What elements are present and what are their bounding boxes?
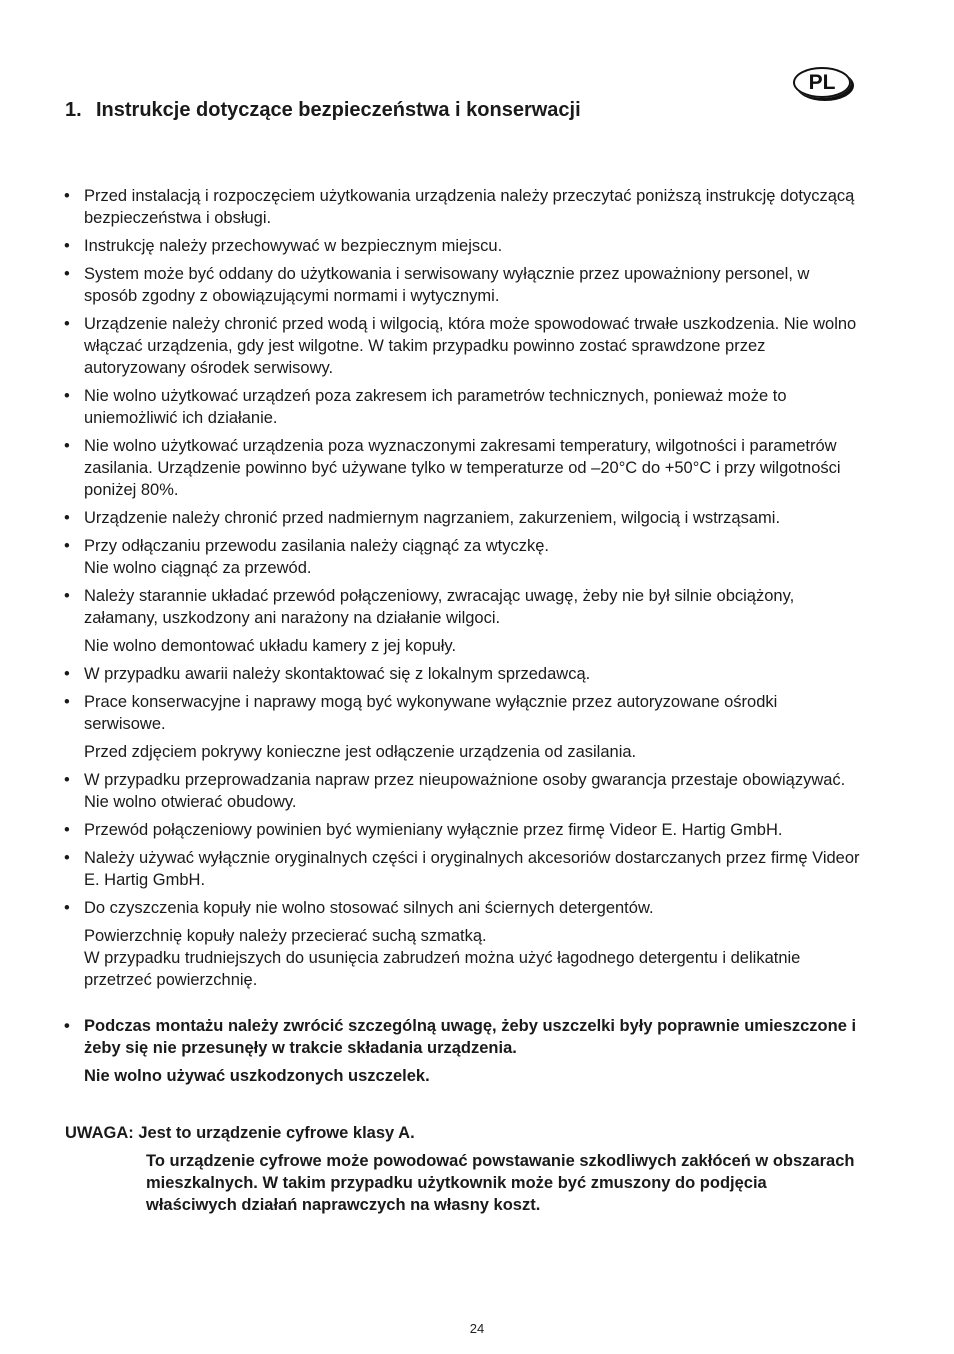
- section-number: 1.: [65, 99, 82, 121]
- list-item: [62, 235, 862, 257]
- bullet-icon: •: [64, 1017, 70, 1035]
- list-item-second-line: Nie wolno ciągnąć za przewód.: [84, 559, 312, 577]
- bullet-icon: •: [64, 821, 70, 839]
- list-item: [62, 897, 862, 991]
- list-item-text: Do czyszczenia kopuły nie wolno stosować silnych ani ściernych detergentów.: [84, 899, 654, 917]
- list-item-text: Przy odłączaniu przewodu zasilania należy ciągnąć za wtyczkę.: [84, 537, 549, 555]
- list-item-text: Instrukcję należy przechowywać w bezpiecznym miejscu.: [84, 237, 503, 255]
- list-item-text: Nie wolno użytkować urządzeń poza zakresem ich parametrów technicznych, ponieważ może to uniemożliwić ich działanie.: [84, 387, 787, 427]
- list-item: [62, 535, 862, 579]
- bullet-icon: •: [64, 587, 70, 605]
- list-item: [62, 663, 862, 685]
- list-item: [62, 507, 862, 529]
- safety-instructions-list: [62, 185, 862, 997]
- list-item: [62, 769, 862, 813]
- bullet-icon: •: [64, 437, 70, 455]
- bullet-icon: •: [64, 237, 70, 255]
- bullet-icon: •: [64, 537, 70, 555]
- bullet-icon: •: [64, 315, 70, 333]
- bullet-icon: •: [64, 187, 70, 205]
- list-item: [62, 847, 862, 891]
- important-list-item: [62, 1015, 862, 1059]
- list-item-text: Urządzenie należy chronić przed wodą i wilgocią, która może spowodować trwałe uszkodzenia. Nie wolno włączać urządzenia, gdy jest wilgotne. W takim przypadku powinno zostać sprawdzone przez autoryzowany ośrodek serwisowy.: [84, 315, 857, 377]
- bullet-icon: •: [64, 771, 70, 789]
- section-title: [65, 97, 585, 124]
- list-item-text: Należy starannie układać przewód połączeniowy, zwracając uwagę, żeby nie był silnie obciążony, załamany, uszkodzony ani narażony na działanie wilgoci.: [84, 587, 795, 627]
- list-item-note: [84, 925, 862, 991]
- list-item: [62, 185, 862, 229]
- list-item-text: Prace konserwacyjne i naprawy mogą być wykonywane wyłącznie przez autoryzowane ośrodki serwisowe.: [84, 693, 778, 733]
- list-item-text: Przewód połączeniowy powinien być wymieniany wyłącznie przez firmę Videor E. Hartig GmbH.: [84, 821, 783, 839]
- list-item-text: Nie wolno użytkować urządzenia poza wyznaczonymi zakresami temperatury, wilgotności i parametrów zasilania. Urządzenie powinno być używane tylko w temperaturze od –20°C do +50°C i przy wilgotności poniżej 80%.: [84, 437, 841, 499]
- important-item-note: Nie wolno używać uszkodzonych uszczelek.: [84, 1067, 430, 1085]
- list-item-text: Należy używać wyłącznie oryginalnych części i oryginalnych akcesoriów dostarczanych przez firmę Videor E. Hartig GmbH.: [84, 849, 860, 889]
- list-item: [62, 435, 862, 501]
- warning-heading: UWAGA: Jest to urządzenie cyfrowe klasy A.: [65, 1124, 415, 1142]
- bullet-icon: •: [64, 665, 70, 683]
- list-item-note-line: Powierzchnię kopuły należy przecierać suchą szmatką.: [84, 927, 487, 945]
- language-badge: PL: [793, 67, 851, 98]
- warning-block: [65, 1122, 865, 1216]
- list-item-note: Przed zdjęciem pokrywy konieczne jest odłączenie urządzenia od zasilania.: [84, 743, 637, 761]
- list-item-text: W przypadku przeprowadzania napraw przez nieupoważnione osoby gwarancja przestaje obowiązywać. Nie wolno otwierać obudowy.: [84, 771, 846, 811]
- bullet-icon: •: [64, 899, 70, 917]
- list-item-text: W przypadku awarii należy skontaktować się z lokalnym sprzedawcą.: [84, 665, 591, 683]
- bullet-icon: •: [64, 509, 70, 527]
- list-item: [62, 585, 862, 657]
- warning-body: To urządzenie cyfrowe może powodować powstawanie szkodliwych zakłóceń w obszarach mieszkalnych. W takim przypadku użytkownik może być zmuszony do podjęcia właściwych działań naprawczych na własny koszt.: [146, 1152, 855, 1214]
- list-item: [62, 385, 862, 429]
- bullet-icon: •: [64, 265, 70, 283]
- list-item-text: Urządzenie należy chronić przed nadmiernym nagrzaniem, zakurzeniem, wilgocią i wstrząsami.: [84, 509, 781, 527]
- bullet-icon: •: [64, 849, 70, 867]
- important-item-text: Podczas montażu należy zwrócić szczególną uwagę, żeby uszczelki były poprawnie umieszczone i żeby się nie przesunęły w trakcie składania urządzenia.: [84, 1017, 857, 1057]
- list-item: [62, 819, 862, 841]
- list-item-text: System może być oddany do użytkowania i serwisowany wyłącznie przez upoważniony personel, w sposób zgodny z obowiązującymi normami i wytycznymi.: [84, 265, 810, 305]
- important-note-block: [62, 1015, 862, 1087]
- list-item: [62, 313, 862, 379]
- section-title-text: Instrukcje dotyczące bezpieczeństwa i konserwacji: [96, 99, 581, 121]
- list-item: [62, 691, 862, 763]
- bullet-icon: •: [64, 693, 70, 711]
- list-item-text: Przed instalacją i rozpoczęciem użytkowania urządzenia należy przeczytać poniższą instrukcję dotyczącą bezpieczeństwa i obsługi.: [84, 187, 855, 227]
- list-item: [62, 263, 862, 307]
- list-item-note-line: W przypadku trudniejszych do usunięcia zabrudzeń można użyć łagodnego detergentu i delikatnie przetrzeć powierzchnię.: [84, 949, 801, 989]
- page-number: 24: [469, 1321, 485, 1336]
- bullet-icon: •: [64, 387, 70, 405]
- list-item-note: Nie wolno demontować układu kamery z jej kopuły.: [84, 637, 457, 655]
